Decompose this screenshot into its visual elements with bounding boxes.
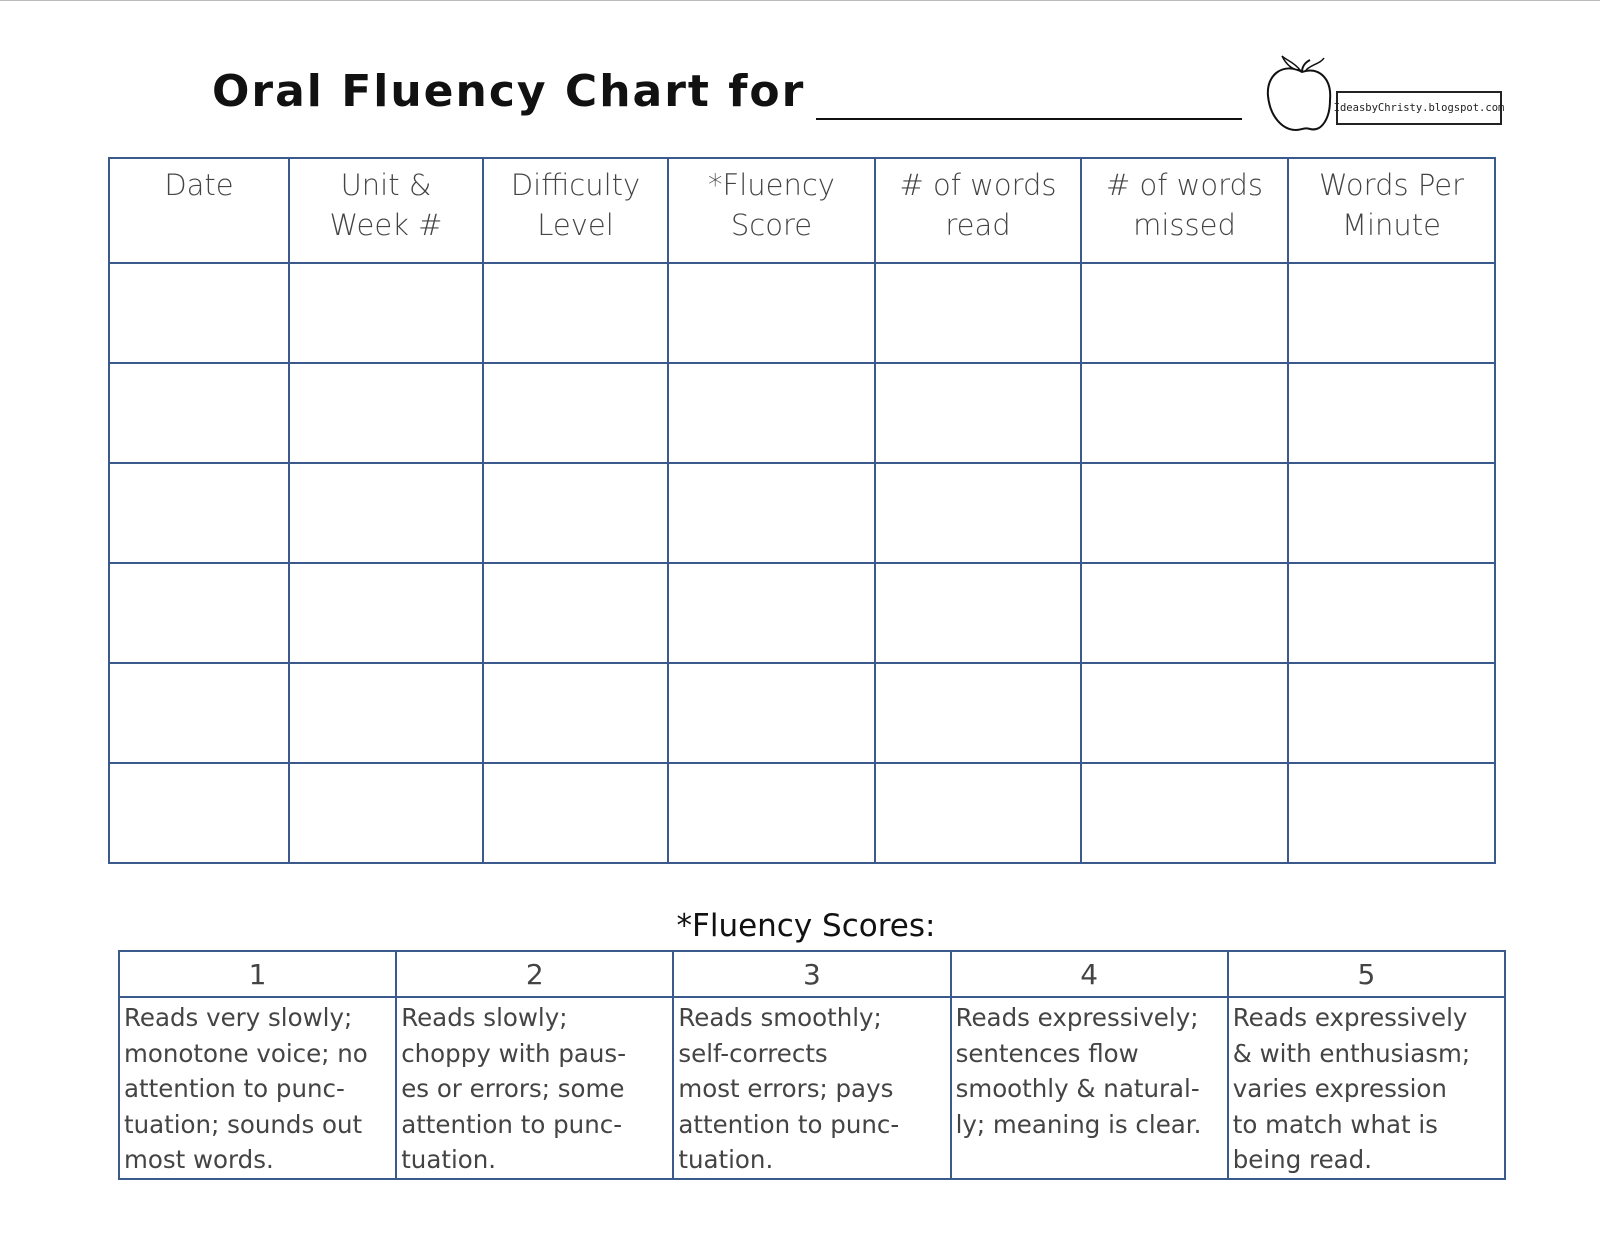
table-cell[interactable] [875, 763, 1081, 863]
score-5: 5 [1228, 951, 1505, 997]
table-cell[interactable] [1081, 263, 1288, 363]
table-row [109, 263, 1495, 363]
table-cell[interactable] [1081, 763, 1288, 863]
table-cell[interactable] [668, 463, 875, 563]
table-cell[interactable] [1288, 263, 1495, 363]
column-header-date: Date [109, 158, 289, 263]
table-cell[interactable] [1081, 463, 1288, 563]
column-header-words-read: # of words read [875, 158, 1081, 263]
table-cell[interactable] [668, 263, 875, 363]
table-cell[interactable] [668, 663, 875, 763]
table-cell[interactable] [1081, 563, 1288, 663]
table-cell[interactable] [109, 563, 289, 663]
rubric-description-row [119, 997, 1505, 1179]
table-cell[interactable] [668, 363, 875, 463]
score-3: 3 [673, 951, 950, 997]
table-cell[interactable] [1288, 563, 1495, 663]
table-cell[interactable] [875, 363, 1081, 463]
table-row [109, 463, 1495, 563]
table-header-row [109, 158, 1495, 263]
table-cell[interactable] [289, 363, 483, 463]
table-cell[interactable] [483, 263, 668, 363]
page-title: Oral Fluency Chart for [212, 66, 806, 117]
table-cell[interactable] [1081, 663, 1288, 763]
table-cell[interactable] [483, 463, 668, 563]
table-cell[interactable] [483, 763, 668, 863]
table-cell[interactable] [1288, 463, 1495, 563]
table-cell[interactable] [109, 463, 289, 563]
score-1-description: Reads very slowly; monotone voice; no attention to punc- tuation; sounds out most words. [119, 997, 396, 1179]
table-cell[interactable] [483, 363, 668, 463]
table-cell[interactable] [483, 563, 668, 663]
column-header-words-missed: # of words missed [1081, 158, 1288, 263]
table-cell[interactable] [875, 263, 1081, 363]
score-1: 1 [119, 951, 396, 997]
table-row [109, 663, 1495, 763]
rubric-title: *Fluency Scores: [676, 908, 936, 944]
table-cell[interactable] [1288, 363, 1495, 463]
table-row [109, 563, 1495, 663]
table-cell[interactable] [289, 563, 483, 663]
table-cell[interactable] [483, 663, 668, 763]
table-cell[interactable] [289, 663, 483, 763]
table-cell[interactable] [875, 663, 1081, 763]
table-cell[interactable] [875, 563, 1081, 663]
logo-text: IdeasbyChristy.blogspot.com [1336, 91, 1502, 125]
fluency-rubric-table [118, 950, 1506, 1180]
table-cell[interactable] [289, 263, 483, 363]
score-2: 2 [396, 951, 673, 997]
score-3-description: Reads smoothly; self-corrects most errors; pays attention to punc- tuation. [673, 997, 950, 1179]
table-cell[interactable] [109, 763, 289, 863]
column-header-unit-week: Unit & Week # [289, 158, 483, 263]
score-4-description: Reads expressively; sentences flow smoothly & natural- ly; meaning is clear. [951, 997, 1228, 1179]
top-border [0, 0, 1600, 1]
column-header-fluency-score: *Fluency Score [668, 158, 875, 263]
table-row [109, 363, 1495, 463]
table-cell[interactable] [875, 463, 1081, 563]
score-5-description: Reads expressively & with enthusiasm; varies expression to match what is being read. [1228, 997, 1505, 1179]
rubric-score-row [119, 951, 1505, 997]
score-4: 4 [951, 951, 1228, 997]
student-name-line[interactable] [816, 118, 1242, 120]
score-2-description: Reads slowly; choppy with paus- es or errors; some attention to punc- tuation. [396, 997, 673, 1179]
table-row [109, 763, 1495, 863]
table-cell[interactable] [289, 763, 483, 863]
table-cell[interactable] [668, 763, 875, 863]
table-cell[interactable] [668, 563, 875, 663]
table-cell[interactable] [109, 363, 289, 463]
fluency-log-table [108, 157, 1496, 864]
table-cell[interactable] [109, 263, 289, 363]
table-cell[interactable] [1288, 663, 1495, 763]
table-cell[interactable] [1288, 763, 1495, 863]
column-header-difficulty: Difficulty Level [483, 158, 668, 263]
table-cell[interactable] [289, 463, 483, 563]
column-header-wpm: Words Per Minute [1288, 158, 1495, 263]
apple-icon [1264, 54, 1334, 134]
table-cell[interactable] [1081, 363, 1288, 463]
table-cell[interactable] [109, 663, 289, 763]
